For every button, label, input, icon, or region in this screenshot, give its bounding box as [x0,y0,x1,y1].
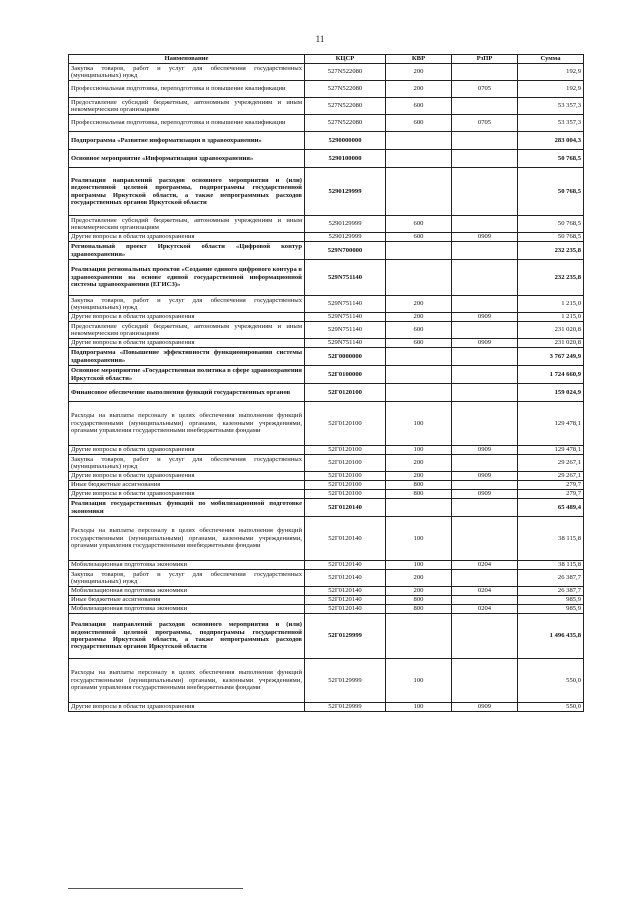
table-row [69,455,584,472]
row-sum: 29 267,1 [518,455,584,472]
table-row [69,296,584,313]
row-kvr: 600 [386,115,452,132]
row-kcsr: 529N751140 [305,322,386,339]
table-row [69,242,584,260]
row-name: Реализация государственных функций по мобилизационной подготовке экономики [69,499,305,517]
row-sum: 50 768,5 [518,150,584,168]
row-rzpr: 0909 [452,703,518,712]
row-sum: 231 020,8 [518,322,584,339]
row-name: Основное мероприятие «Информатизация здравоохранения» [69,150,305,168]
row-name: Региональный проект Иркутской области «Цифровой контур здравоохранения» [69,242,305,260]
row-kcsr: 52Г0000000 [305,348,386,366]
row-kvr: 800 [386,605,452,614]
row-name: Другие вопросы в области здравоохранения [69,339,305,348]
row-kcsr: 529N751140 [305,296,386,313]
row-rzpr: 0705 [452,81,518,98]
row-kcsr: 5290000000 [305,132,386,150]
row-kvr: 600 [386,216,452,233]
table-row [69,472,584,481]
row-sum: 232 235,8 [518,260,584,296]
row-sum: 985,9 [518,605,584,614]
page-number: 11 [315,34,325,44]
row-name: Закупка товаров, работ и услуг для обеспечения государственных (муниципальных) нужд [69,455,305,472]
table-row [69,322,584,339]
row-rzpr: 0909 [452,490,518,499]
row-kcsr: 52Г0120140 [305,596,386,605]
row-kcsr: 52Г0129999 [305,703,386,712]
row-kcsr: 52Г0120140 [305,499,386,517]
row-kcsr: 52Г0120100 [305,490,386,499]
row-kvr: 200 [386,587,452,596]
row-sum: 29 267,1 [518,472,584,481]
row-name: Иные бюджетные ассигнования [69,596,305,605]
row-kcsr: 52Г0120140 [305,570,386,587]
row-sum: 279,7 [518,490,584,499]
row-kvr [386,260,452,296]
table-row [69,659,584,703]
row-sum: 53 357,3 [518,115,584,132]
row-kcsr: 52Г0120140 [305,605,386,614]
column-header-kcsr: КЦСР [305,55,386,64]
row-kcsr: 527N522080 [305,81,386,98]
budget-table [68,54,584,712]
row-name: Реализация региональных проектов «Создание единого цифрового контура в здравоохранении на основе единой государственной информационной системы здравоохранения (ЕГИСЗ)» [69,260,305,296]
row-sum: 26 387,7 [518,587,584,596]
row-sum: 50 768,5 [518,233,584,242]
row-sum: 65 489,4 [518,499,584,517]
row-kvr: 200 [386,570,452,587]
row-sum: 26 387,7 [518,570,584,587]
row-rzpr [452,216,518,233]
table-row [69,499,584,517]
row-name: Закупка товаров, работ и услуг для обеспечения государственных (муниципальных) нужд [69,296,305,313]
table-row [69,384,584,402]
row-name: Подпрограмма «Повышение эффективности функционирования системы здравоохранения» [69,348,305,366]
row-kcsr: 52Г0120100 [305,446,386,455]
table-body [69,64,584,712]
row-name: Расходы на выплаты персоналу в целях обеспечения выполнения функций государственными (муниципальными) органами, казенными учреждениями, органами управления государственными внебюджетными фондами [69,517,305,561]
row-name: Основное мероприятие «Государственная политика в сфере здравоохранения Иркутской области» [69,366,305,384]
row-sum: 192,9 [518,81,584,98]
row-name: Предоставление субсидий бюджетным, автономным учреждениям и иным некоммерческим организациям [69,322,305,339]
table-row [69,132,584,150]
row-kcsr: 52Г0120100 [305,472,386,481]
row-name: Расходы на выплаты персоналу в целях обеспечения выполнения функций государственными (муниципальными) органами, казенными учреждениями, органами управления государственными внебюджетными фондами [69,402,305,446]
row-rzpr: 0204 [452,561,518,570]
row-name: Мобилизационная подготовка экономики [69,561,305,570]
column-header-kvr: КВР [386,55,452,64]
row-kcsr: 52Г0120100 [305,481,386,490]
row-kcsr: 529N751140 [305,313,386,322]
row-name: Другие вопросы в области здравоохранения [69,703,305,712]
row-rzpr [452,98,518,115]
row-rzpr [452,168,518,216]
row-kcsr: 527N522080 [305,115,386,132]
table-row [69,168,584,216]
row-kvr [386,348,452,366]
table-row [69,233,584,242]
table-row [69,64,584,81]
row-kvr: 600 [386,339,452,348]
row-sum: 1 215,0 [518,313,584,322]
row-rzpr: 0909 [452,446,518,455]
column-header-rzpr: РзПР [452,55,518,64]
table-row [69,605,584,614]
row-sum: 53 357,3 [518,98,584,115]
row-kvr: 800 [386,490,452,499]
row-rzpr: 0909 [452,233,518,242]
row-kvr: 100 [386,659,452,703]
row-kcsr: 527N522080 [305,64,386,81]
row-name: Профессиональная подготовка, переподготовка и повышение квалификации [69,81,305,98]
row-sum: 50 768,5 [518,216,584,233]
table-row [69,339,584,348]
row-sum: 129 478,1 [518,446,584,455]
row-name: Реализация направлений расходов основного мероприятия и (или) ведомственной целевой программы, подпрограммы государственной программы Иркутской области, а также непрограммных расходов государственных органов Иркутской области [69,168,305,216]
table-row [69,150,584,168]
row-rzpr [452,455,518,472]
table-row [69,115,584,132]
row-kvr [386,132,452,150]
table-row [69,98,584,115]
table-row [69,703,584,712]
row-kvr [386,366,452,384]
row-name: Закупка товаров, работ и услуг для обеспечения государственных (муниципальных) нужд [69,570,305,587]
row-kcsr: 527N522080 [305,98,386,115]
row-rzpr: 0909 [452,313,518,322]
row-name: Финансовое обеспечение выполнения функций государственных органов [69,384,305,402]
row-kvr: 100 [386,703,452,712]
row-kvr: 600 [386,98,452,115]
row-sum: 232 235,8 [518,242,584,260]
row-kvr [386,242,452,260]
row-kcsr: 52Г0120140 [305,517,386,561]
row-sum: 192,9 [518,64,584,81]
column-header-name: Наименование [69,55,305,64]
row-kcsr: 529N751140 [305,260,386,296]
column-header-sum: Сумма [518,55,584,64]
row-sum: 279,7 [518,481,584,490]
row-sum: 1 215,0 [518,296,584,313]
row-kvr: 200 [386,313,452,322]
row-name: Подпрограмма «Развитие информатизации в здравоохранении» [69,132,305,150]
row-rzpr: 0204 [452,605,518,614]
table-row [69,570,584,587]
row-rzpr [452,596,518,605]
table-row [69,490,584,499]
row-sum: 3 767 249,9 [518,348,584,366]
row-kvr: 200 [386,472,452,481]
row-rzpr [452,366,518,384]
row-kvr: 800 [386,596,452,605]
row-kcsr: 52Г0100000 [305,366,386,384]
row-name: Иные бюджетные ассигнования [69,481,305,490]
table-row [69,402,584,446]
row-kcsr: 529N751140 [305,339,386,348]
footnote-divider [68,888,243,889]
row-kcsr: 5290100000 [305,150,386,168]
row-kvr: 200 [386,81,452,98]
row-name: Другие вопросы в области здравоохранения [69,233,305,242]
row-sum: 283 004,3 [518,132,584,150]
row-kcsr: 5290129999 [305,168,386,216]
row-name: Другие вопросы в области здравоохранения [69,490,305,499]
row-kcsr: 529N700000 [305,242,386,260]
row-kvr: 600 [386,322,452,339]
row-name: Другие вопросы в области здравоохранения [69,313,305,322]
table-row [69,216,584,233]
row-sum: 159 024,9 [518,384,584,402]
table-row [69,561,584,570]
row-rzpr: 0204 [452,587,518,596]
row-name: Мобилизационная подготовка экономики [69,605,305,614]
table-row [69,260,584,296]
row-sum: 50 768,5 [518,168,584,216]
row-kcsr: 52Г0129999 [305,659,386,703]
table-row [69,614,584,659]
row-kcsr: 52Г0120100 [305,384,386,402]
row-name: Реализация направлений расходов основного мероприятия и (или) ведомственной целевой программы, подпрограммы государственной программы Иркутской области, а также непрограммных расходов государственных органов Иркутской области [69,614,305,659]
row-kvr [386,384,452,402]
row-sum: 231 020,8 [518,339,584,348]
row-kvr: 600 [386,233,452,242]
row-rzpr [452,242,518,260]
row-name: Закупка товаров, работ и услуг для обеспечения государственных (муниципальных) нужд [69,64,305,81]
row-sum: 550,0 [518,703,584,712]
row-kcsr: 5290129999 [305,216,386,233]
table-row [69,81,584,98]
row-rzpr [452,499,518,517]
row-kcsr: 5290129999 [305,233,386,242]
row-rzpr [452,659,518,703]
row-kvr [386,168,452,216]
row-kvr: 100 [386,561,452,570]
row-sum: 550,0 [518,659,584,703]
row-sum: 1 724 660,9 [518,366,584,384]
table-row [69,481,584,490]
row-rzpr [452,296,518,313]
row-rzpr [452,150,518,168]
row-kvr [386,614,452,659]
table-row [69,517,584,561]
table-header-row [69,55,584,64]
row-kcsr: 52Г0120100 [305,402,386,446]
row-kvr: 200 [386,455,452,472]
row-sum: 38 115,8 [518,517,584,561]
row-rzpr [452,481,518,490]
row-rzpr [452,402,518,446]
row-kcsr: 52Г0120100 [305,455,386,472]
row-kvr: 200 [386,296,452,313]
row-sum: 38 115,8 [518,561,584,570]
table-row [69,446,584,455]
row-name: Мобилизационная подготовка экономики [69,587,305,596]
row-kcsr: 52Г0120140 [305,587,386,596]
row-rzpr [452,322,518,339]
row-sum: 1 496 435,8 [518,614,584,659]
row-name: Профессиональная подготовка, переподготовка и повышение квалификации [69,115,305,132]
row-kvr [386,150,452,168]
row-kvr: 200 [386,64,452,81]
row-kvr: 100 [386,402,452,446]
row-name: Другие вопросы в области здравоохранения [69,472,305,481]
row-kvr: 100 [386,446,452,455]
row-rzpr [452,614,518,659]
row-sum: 985,9 [518,596,584,605]
row-kvr [386,499,452,517]
row-rzpr [452,570,518,587]
row-rzpr [452,132,518,150]
row-kvr: 100 [386,517,452,561]
table-row [69,348,584,366]
table-row [69,596,584,605]
row-rzpr [452,64,518,81]
table-row [69,366,584,384]
row-name: Предоставление субсидий бюджетным, автономным учреждениям и иным некоммерческим организациям [69,216,305,233]
row-kcsr: 52Г0120140 [305,561,386,570]
table-row [69,587,584,596]
row-sum: 129 478,1 [518,402,584,446]
table-row [69,313,584,322]
row-kvr: 800 [386,481,452,490]
row-name: Расходы на выплаты персоналу в целях обеспечения выполнения функций государственными (муниципальными) органами, казенными учреждениями, органами управления государственными внебюджетными фондами [69,659,305,703]
row-rzpr: 0909 [452,339,518,348]
row-name: Предоставление субсидий бюджетным, автономным учреждениям и иным некоммерческим организациям [69,98,305,115]
row-rzpr [452,348,518,366]
row-rzpr [452,517,518,561]
row-rzpr: 0909 [452,472,518,481]
row-rzpr [452,260,518,296]
row-rzpr [452,384,518,402]
row-kcsr: 52Г0129999 [305,614,386,659]
row-name: Другие вопросы в области здравоохранения [69,446,305,455]
row-rzpr: 0705 [452,115,518,132]
